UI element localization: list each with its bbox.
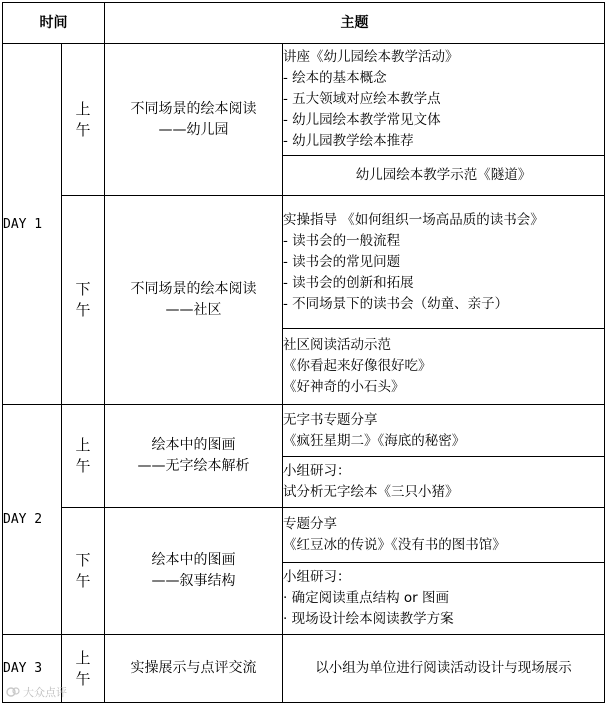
table-row [3, 635, 605, 703]
table-row [3, 196, 605, 329]
activity-cell: 专题分享 《红豆冰的传说》《没有书的图书馆》 [283, 508, 605, 563]
activity-cell: 小组研习： · 确定阅读重点结构 or 图画 · 现场设计绘本阅读教学方案 [283, 563, 605, 635]
session-theme: 实操展示与点评交流 [105, 635, 283, 703]
header-time: 时间 [3, 3, 105, 44]
half-day-cell: 上 午 [62, 44, 105, 196]
half-day-cell: 上 午 [62, 405, 105, 508]
day-label: DAY 1 [3, 44, 62, 405]
watermark [6, 684, 67, 700]
header-topic: 主题 [105, 3, 605, 44]
dianping-logo-icon [6, 686, 20, 698]
table-row [3, 44, 605, 156]
session-theme: 绘本中的图画 ——无字绘本解析 [105, 405, 283, 508]
schedule-table [2, 2, 605, 703]
day-label: DAY 2 [3, 405, 62, 635]
activity-cell: 幼儿园绘本教学示范《隧道》 [283, 156, 605, 196]
activity-cell: 社区阅读活动示范 《你看起来好像很好吃》 《好神奇的小石头》 [283, 329, 605, 405]
header-row [3, 3, 605, 44]
activity-cell: 无字书专题分享 《疯狂星期二》《海底的秘密》 [283, 405, 605, 457]
day-label: DAY 3 [3, 635, 62, 703]
session-theme: 不同场景的绘本阅读 ——社区 [105, 196, 283, 405]
activity-cell: 实操指导 《如何组织一场高品质的读书会》 - 读书会的一般流程 - 读书会的常见问题 - 读书会的创新和拓展 - 不同场景下的读书会（幼童、亲子） [283, 196, 605, 329]
half-day-cell: 下 午 [62, 196, 105, 405]
table-row [3, 508, 605, 563]
activity-cell: 以小组为单位进行阅读活动设计与现场展示 [283, 635, 605, 703]
session-theme: 不同场景的绘本阅读 ——幼儿园 [105, 44, 283, 196]
watermark-text: 大众点评 [23, 686, 67, 699]
half-day-cell: 上 午 [62, 635, 105, 703]
session-theme: 绘本中的图画 ——叙事结构 [105, 508, 283, 635]
table-row [3, 405, 605, 457]
activity-cell: 讲座《幼儿园绘本教学活动》 - 绘本的基本概念 - 五大领域对应绘本教学点 - 幼儿园绘本教学常见文体 - 幼儿园教学绘本推荐 [283, 44, 605, 156]
activity-cell: 小组研习： 试分析无字绘本《三只小猪》 [283, 457, 605, 508]
half-day-cell: 下 午 [62, 508, 105, 635]
